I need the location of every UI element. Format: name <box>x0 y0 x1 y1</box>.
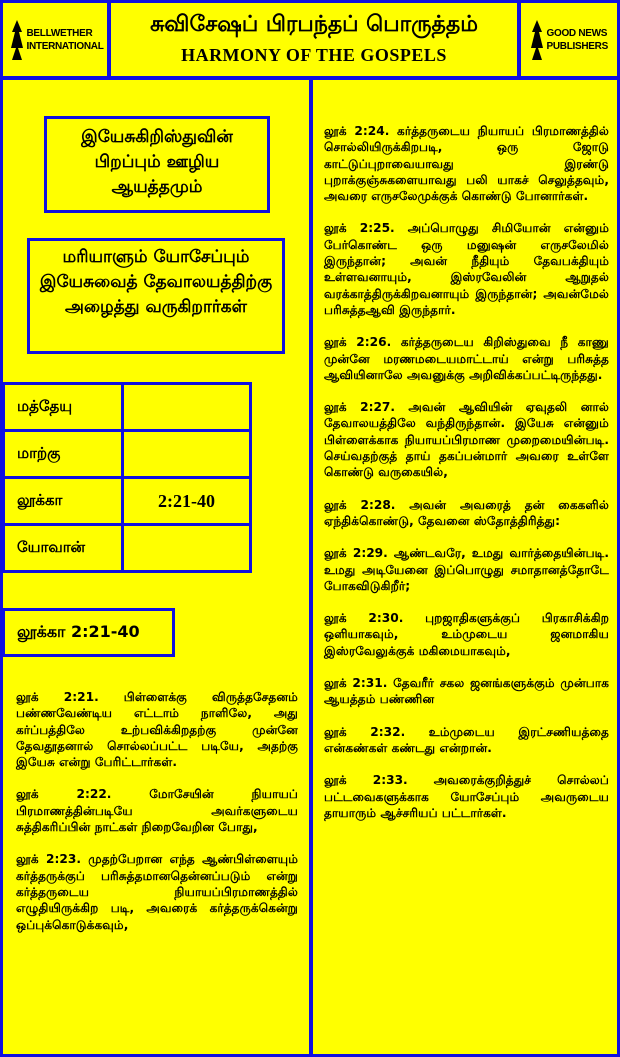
verse: லூக் 2:21. பிள்ளைக்கு விருத்தசேதனம் பண்ணவேண்டிய எட்டாம் நாளிலே, அது கர்ப்பத்திலே உற்பவிக்கிறதற்கு முன்னே தேவதூதனால் சொல்லப்பட்ட படியே, அதற்கு இயேசு என்று பேரிட்டார்கள். <box>16 690 298 770</box>
gospel-row-matthew <box>2 382 255 432</box>
verse: லூக் 2:28. அவன் அவரைத் தன் கைகளில் ஏந்திக்கொண்டு, தேவனை ஸ்தோத்திரித்து: <box>324 497 609 528</box>
gospel-ref <box>121 523 252 573</box>
left-verse-list <box>16 689 298 949</box>
gospel-name: யோவான் <box>2 523 124 573</box>
section-title-box: இயேசுகிறிஸ்துவின் பிறப்பும் ஊழிய ஆயத்தமும் <box>44 116 270 213</box>
verse: லூக் 2:33. அவரைக்குறித்துச் சொல்லப் பட்டவைகளுக்காக யோசேப்பும் அவருடைய தாயாரும் ஆச்சரியப் பட்டார்கள். <box>324 773 609 820</box>
gospel-ref: 2:21-40 <box>121 476 252 526</box>
verse: லூக் 2:30. புறஜாதிகளுக்குப் பிரகாசிக்கிற ஒளியாகவும், உம்முடைய ஜனமாகிய இஸ்ரவேலுக்குக் மகிமையாகவும், <box>324 611 609 658</box>
verse: லூக் 2:26. கர்த்தருடைய கிறிஸ்துவை நீ காணு முன்னே மரணமடையமாட்டாய் என்று பரிசுத்த ஆவியினாலே அவனுக்கு அறிவிக்கப்பட்டிருந்தது. <box>324 335 609 382</box>
bellwether-logo-text: BELLWETHER INTERNATIONAL <box>26 27 104 52</box>
gospel-name: லூக்கா <box>2 476 124 526</box>
good-news-logo-text: GOOD NEWS PUBLISHERS <box>546 27 608 52</box>
right-verse-list <box>324 123 609 837</box>
gospel-ref <box>121 429 252 479</box>
good-news-logo-icon <box>530 20 544 60</box>
current-reference-box: லூக்கா 2:21-40 <box>2 608 175 657</box>
passage-title-box: மரியாளும் யோசேப்பும் இயேசுவைத் தேவாலயத்திற்கு அழைத்து வருகிறார்கள் <box>27 238 285 354</box>
verse: லூக் 2:29. ஆண்டவரே, உமது வார்த்தையின்படி. உமது அடியேனை இப்பொழுது சமாதானத்தோடே போகவிடுகிறீர்; <box>324 546 609 593</box>
header-title-box <box>108 0 520 79</box>
bellwether-logo-icon <box>10 20 24 60</box>
title-english: HARMONY OF THE GOSPELS <box>181 45 447 65</box>
gospel-row-john <box>2 523 255 573</box>
verse: லூக் 2:32. உம்முடைய இரட்சணியத்தை என்கண்கள் கண்டது என்றான். <box>324 724 609 755</box>
header-left-logo-box <box>0 0 110 79</box>
gospel-row-mark <box>2 429 255 479</box>
gospel-name: மத்தேயு <box>2 382 124 432</box>
verse: லூக் 2:23. முதற்பேறான எந்த ஆண்பிள்ளையும் கர்த்தருக்குப் பரிசுத்தமானதென்னப்படும் என்று கர்த்தருடைய நியாயப்பிரமாணத்தில் எழுதியிருக்கிற படி, அவரைக் கர்த்தருக்கென்று ஒப்புக்கொடுக்கவும், <box>16 852 298 932</box>
verse: லூக் 2:22. மோசேயின் நியாயப் பிரமாணத்தின்படியே அவர்களுடைய சுத்திகரிப்பின் நாட்கள் நிறைவேறின போது, <box>16 787 298 835</box>
gospel-row-luke <box>2 476 255 526</box>
header-right-logo-box <box>518 0 620 79</box>
gospel-name: மாற்கு <box>2 429 124 479</box>
gospel-reference-table <box>2 382 255 573</box>
verse: லூக் 2:27. அவன் ஆவியின் ஏவுதலி னால் தேவாலயத்திலே வந்திருந்தான். இயேசு என்னும் பிள்ளைக்காக நியாயப்பிரமாண முறைமையின்படி. செய்வதற்குத் தாய் தகப்பன்மார் அவரை உள்ளே கொண்டு வருகையில், <box>324 400 609 480</box>
gospel-ref <box>121 382 252 432</box>
verse: லூக் 2:31. தேவரீர் சகல ஜனங்களுக்கும் முன்பாக ஆயத்தம் பண்ணின <box>324 676 609 707</box>
title-tamil: சுவிசேஷப் பிரபந்தப் பொருத்தம் <box>150 12 478 37</box>
verse: லூக் 2:25. அப்பொழுது சிமியோன் என்னும் பேர்கொண்ட ஒரு மனுஷன் எருசலேமில் இருந்தான்; அவன் நீதியும் தேவபக்தியும் உள்ளவனாயும், இஸ்ரவேலின் ஆறுதல் வரக்காத்திருக்கிறவனாயும் இருந்தான்; அவன்மேல் பரிசுத்தஆவி இருந்தார். <box>324 221 609 317</box>
verse: லூக் 2:24. கர்த்தருடைய நியாயப் பிரமாணத்தில் சொல்லியிருக்கிறபடி, ஒரு ஜோடு காட்டுப்புறாவையாவது இரண்டு புறாக்குஞ்சுகளையாவது பலி யாகச் செலுத்தவும், அவரை எருசலேமுக்குக் கொண்டு போனார்கள். <box>324 124 609 204</box>
